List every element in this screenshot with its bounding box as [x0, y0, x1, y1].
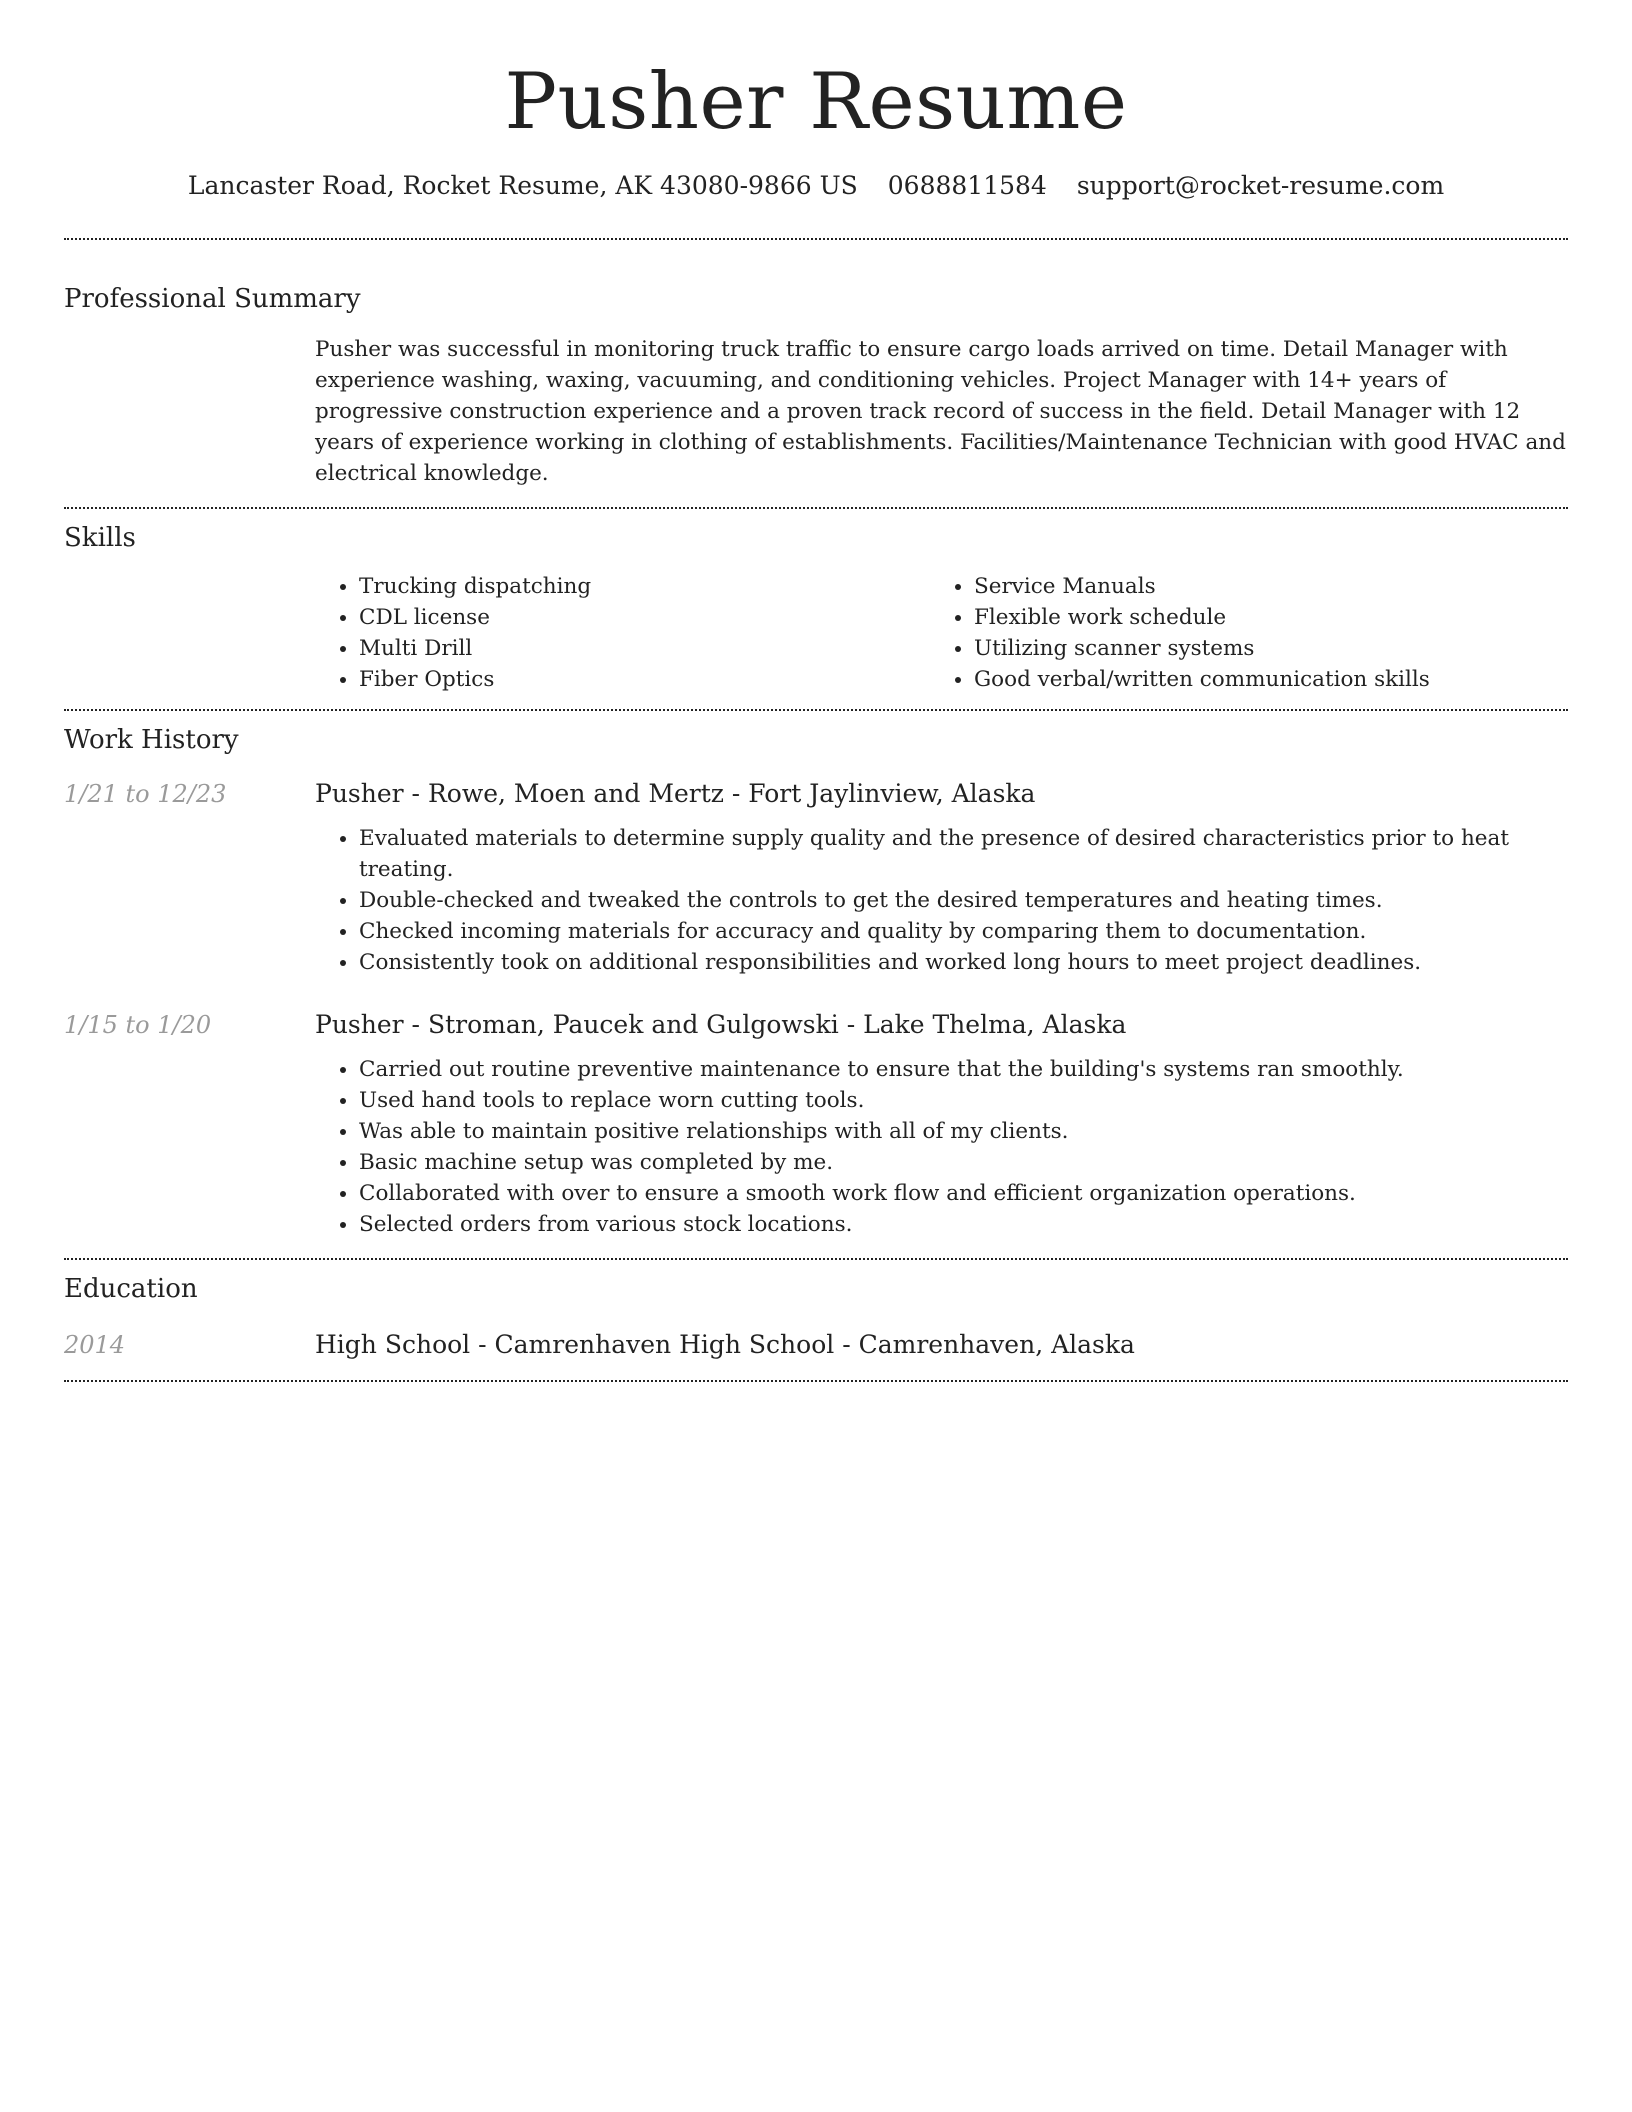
- education-section: [64, 1272, 1568, 1362]
- skills-grid: [315, 571, 1568, 695]
- resume-name: Pusher Resume: [504, 57, 1128, 147]
- job-bullet: • Evaluated materials to determine supply quality and the presence of desired characteristics prior to heat treating.: [359, 823, 1568, 885]
- divider: [64, 238, 1568, 240]
- skills-list-right: [930, 571, 1545, 695]
- work-history-section: [64, 723, 1568, 1258]
- resume-header: [64, 0, 1568, 204]
- divider: [64, 1380, 1568, 1382]
- divider: [64, 709, 1568, 711]
- contact-address: Lancaster Road, Rocket Resume, AK 43080-9866 US: [187, 171, 858, 200]
- contact-line: [64, 168, 1568, 204]
- education-heading: Education: [64, 1274, 198, 1304]
- divider: [64, 1258, 1568, 1260]
- skill-item: • CDL license: [359, 602, 930, 633]
- job-bullet: • Selected orders from various stock locations.: [359, 1209, 1568, 1240]
- summary-text: Pusher was successful in monitoring truck traffic to ensure cargo loads arrived on time. Detail Manager with experience washing, waxing, vacuuming, and conditioning vehicles. Project Manager with 14+ years of progressive construction experience and a proven track record of success in the field. Detail Manager with 12 years of experience working in clothing of establishments. Facilities/Maintenance Technician with good HVAC and electrical knowledge.: [315, 337, 1566, 486]
- skill-item: • Service Manuals: [974, 571, 1545, 602]
- job-date: 1/21 to 12/23: [64, 780, 227, 808]
- contact-email[interactable]: support@rocket-resume.com: [1076, 171, 1445, 200]
- job-bullet: • Collaborated with over to ensure a smooth work flow and efficient organization operations.: [359, 1178, 1568, 1209]
- skills-heading: Skills: [64, 523, 136, 553]
- education-entry: [64, 1328, 1568, 1362]
- skill-item: • Trucking dispatching: [359, 571, 930, 602]
- job-bullet: • Consistently took on additional responsibilities and worked long hours to meet project deadlines.: [359, 947, 1568, 978]
- education-date: 2014: [64, 1331, 126, 1359]
- job-bullets: [315, 1054, 1568, 1240]
- job-bullet: • Checked incoming materials for accuracy and quality by comparing them to documentation.: [359, 916, 1568, 947]
- job-bullet: • Was able to maintain positive relationships with all of my clients.: [359, 1116, 1568, 1147]
- skills-section: [64, 521, 1568, 695]
- contact-phone: 0688811584: [887, 171, 1047, 200]
- job-body: [315, 1008, 1568, 1240]
- job-bullet: • Double-checked and tweaked the controls to get the desired temperatures and heating times.: [359, 885, 1568, 916]
- skill-item: • Utilizing scanner systems: [974, 633, 1545, 664]
- divider: [64, 507, 1568, 509]
- skill-item: • Flexible work schedule: [974, 602, 1545, 633]
- summary-heading: Professional Summary: [64, 284, 361, 314]
- job-entry: [64, 777, 1568, 978]
- skill-item: • Fiber Optics: [359, 664, 930, 695]
- education-heading-text: High School - Camrenhaven High School - Camrenhaven, Alaska: [315, 1330, 1135, 1359]
- job-bullets: [315, 823, 1568, 978]
- work-history-heading: Work History: [64, 725, 239, 755]
- job-bullet: • Basic machine setup was completed by me.: [359, 1147, 1568, 1178]
- skill-item: • Good verbal/written communication skills: [974, 664, 1545, 695]
- skill-item: • Multi Drill: [359, 633, 930, 664]
- job-heading: Pusher - Stroman, Paucek and Gulgowski - Lake Thelma, Alaska: [315, 1010, 1127, 1039]
- job-date: 1/15 to 1/20: [64, 1011, 212, 1039]
- job-heading: Pusher - Rowe, Moen and Mertz - Fort Jaylinview, Alaska: [315, 779, 1036, 808]
- summary-section: [64, 282, 1568, 489]
- job-bullet: • Carried out routine preventive maintenance to ensure that the building's systems ran smoothly.: [359, 1054, 1568, 1085]
- job-entry: [64, 1008, 1568, 1240]
- skills-list-left: [315, 571, 930, 695]
- job-bullet: • Used hand tools to replace worn cutting tools.: [359, 1085, 1568, 1116]
- job-body: [315, 777, 1568, 978]
